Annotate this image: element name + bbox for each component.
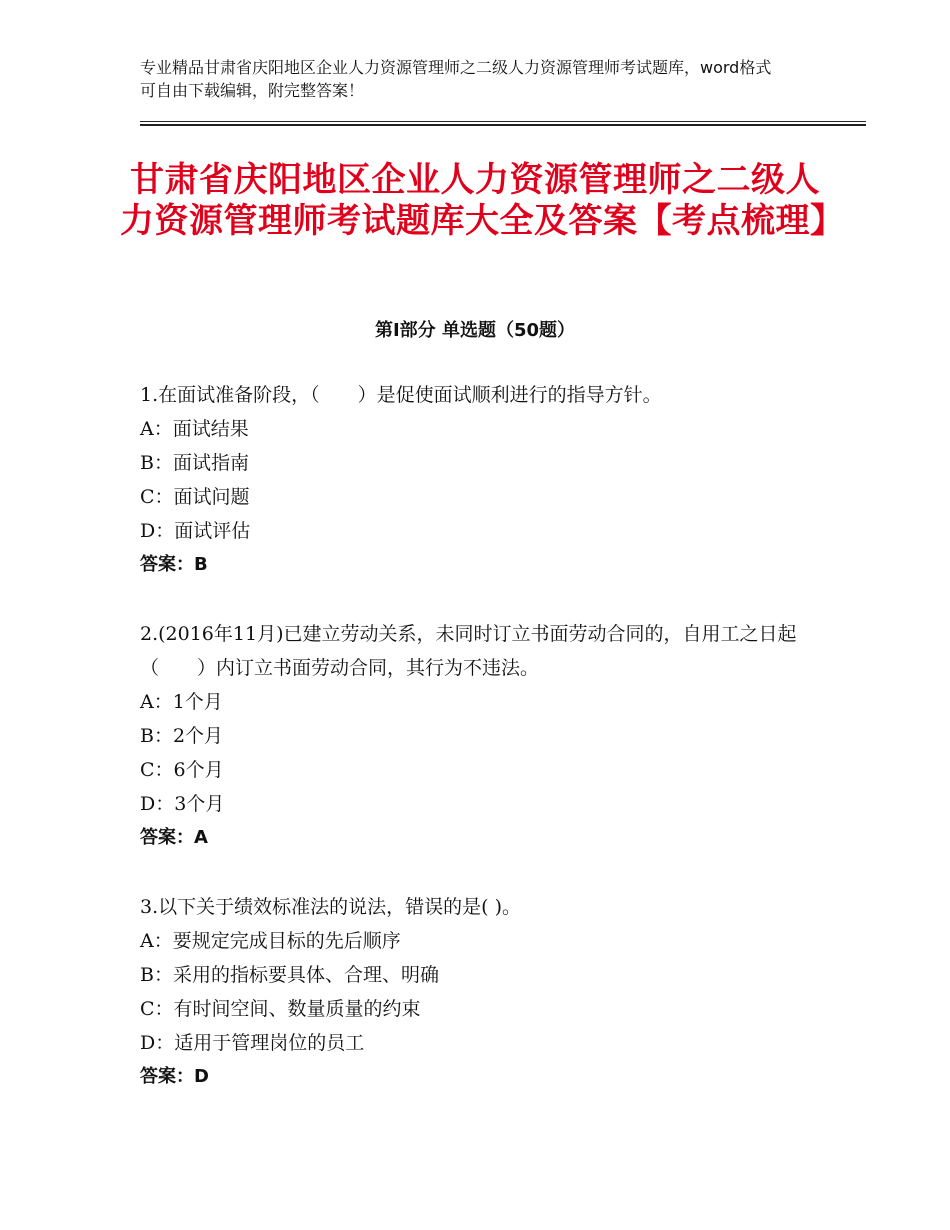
answer: 答案：B (140, 554, 208, 575)
answer: 答案：A (140, 827, 208, 848)
question-2 (140, 617, 820, 855)
question-stem: 2.(2016年11月)已建立劳动关系，未同时订立书面劳动合同的，自用工之日起（ ）内订立书面劳动合同，其行为不违法。 (140, 623, 797, 679)
option-b: B：采用的指标要具体、合理、明确 (140, 964, 439, 986)
question-3 (140, 890, 820, 1094)
question-1 (140, 378, 820, 582)
answer: 答案：D (140, 1066, 209, 1087)
option-d: D：适用于管理岗位的员工 (140, 1032, 365, 1054)
section-heading: 第Ⅰ部分 单选题（50题） (374, 320, 575, 341)
question-stem: 3.以下关于绩效标准法的说法，错误的是( )。 (140, 896, 521, 918)
option-d: D：面试评估 (140, 520, 251, 542)
option-b: B：面试指南 (140, 452, 249, 474)
option-c: C：6个月 (140, 759, 224, 781)
option-a: A：要规定完成目标的先后顺序 (140, 930, 401, 952)
question-stem: 1.在面试准备阶段，（ ）是促使面试顺利进行的指导方针。 (140, 384, 662, 406)
option-a: A：1个月 (140, 691, 223, 713)
header-divider-thick (140, 124, 866, 126)
option-c: C：有时间空间、数量质量的约束 (140, 998, 421, 1020)
header-divider-thin (140, 121, 866, 122)
header-note: 专业精品甘肃省庆阳地区企业人力资源管理师之二级人力资源管理师考试题库，word格式可自由下载编辑，附完整答案！ (140, 58, 772, 100)
option-b: B：2个月 (140, 725, 224, 747)
document-title: 甘肃省庆阳地区企业人力资源管理师之二级人力资源管理师考试题库大全及答案【考点梳理】 (120, 160, 845, 241)
option-a: A：面试结果 (140, 418, 249, 440)
option-c: C：面试问题 (140, 486, 250, 508)
option-d: D：3个月 (140, 793, 225, 815)
